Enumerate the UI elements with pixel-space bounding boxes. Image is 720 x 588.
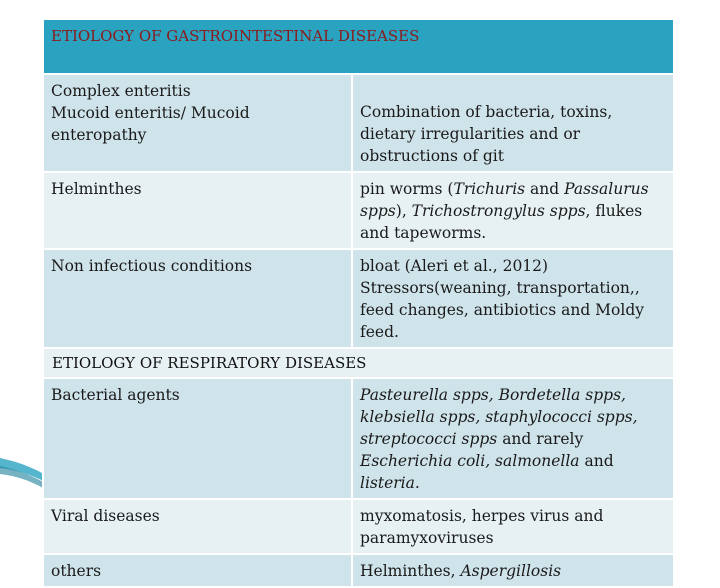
table-row bbox=[43, 74, 674, 172]
etiology-table bbox=[42, 18, 675, 588]
row-label: Viral diseases bbox=[43, 499, 352, 554]
row-cause: Pasteurella spps, Bordetella spps, klebsiella spps, staphylococci spps, streptococci spps and rarely Escherichia coli, salmonella and listeria. bbox=[352, 378, 674, 499]
row-cause: Helminthes, Aspergillosis bbox=[352, 554, 674, 587]
gi-header: ETIOLOGY OF GASTROINTESTINAL DISEASES bbox=[43, 19, 674, 74]
row-cause bbox=[352, 249, 674, 348]
row-label bbox=[43, 74, 352, 172]
cause-line: bloat (Aleri et al., 2012) bbox=[360, 257, 549, 275]
cause-line: Stressors(weaning, transportation,, feed changes, antibiotics and Moldy feed. bbox=[360, 279, 645, 341]
row-cause: pin worms (Trichuris and Passalurus spps), Trichostrongylus spps, flukes and tapeworms. bbox=[352, 172, 674, 249]
row-label: Bacterial agents bbox=[43, 378, 352, 499]
table-row bbox=[43, 554, 674, 587]
row-cause: Combination of bacteria, toxins, dietary irregularities and or obstructions of git bbox=[352, 74, 674, 172]
row-cause: myxomatosis, herpes virus and paramyxoviruses bbox=[352, 499, 674, 554]
row-label: Non infectious conditions bbox=[43, 249, 352, 348]
resp-header: ETIOLOGY OF RESPIRATORY DISEASES bbox=[43, 348, 674, 378]
table-row bbox=[43, 499, 674, 554]
label-line: Mucoid enteritis/ Mucoid enteropathy bbox=[51, 104, 250, 144]
label-line: Complex enteritis bbox=[51, 82, 191, 100]
row-label: Helminthes bbox=[43, 172, 352, 249]
table-row bbox=[43, 378, 674, 499]
table-row bbox=[43, 249, 674, 348]
table-row bbox=[43, 172, 674, 249]
row-label: others bbox=[43, 554, 352, 587]
